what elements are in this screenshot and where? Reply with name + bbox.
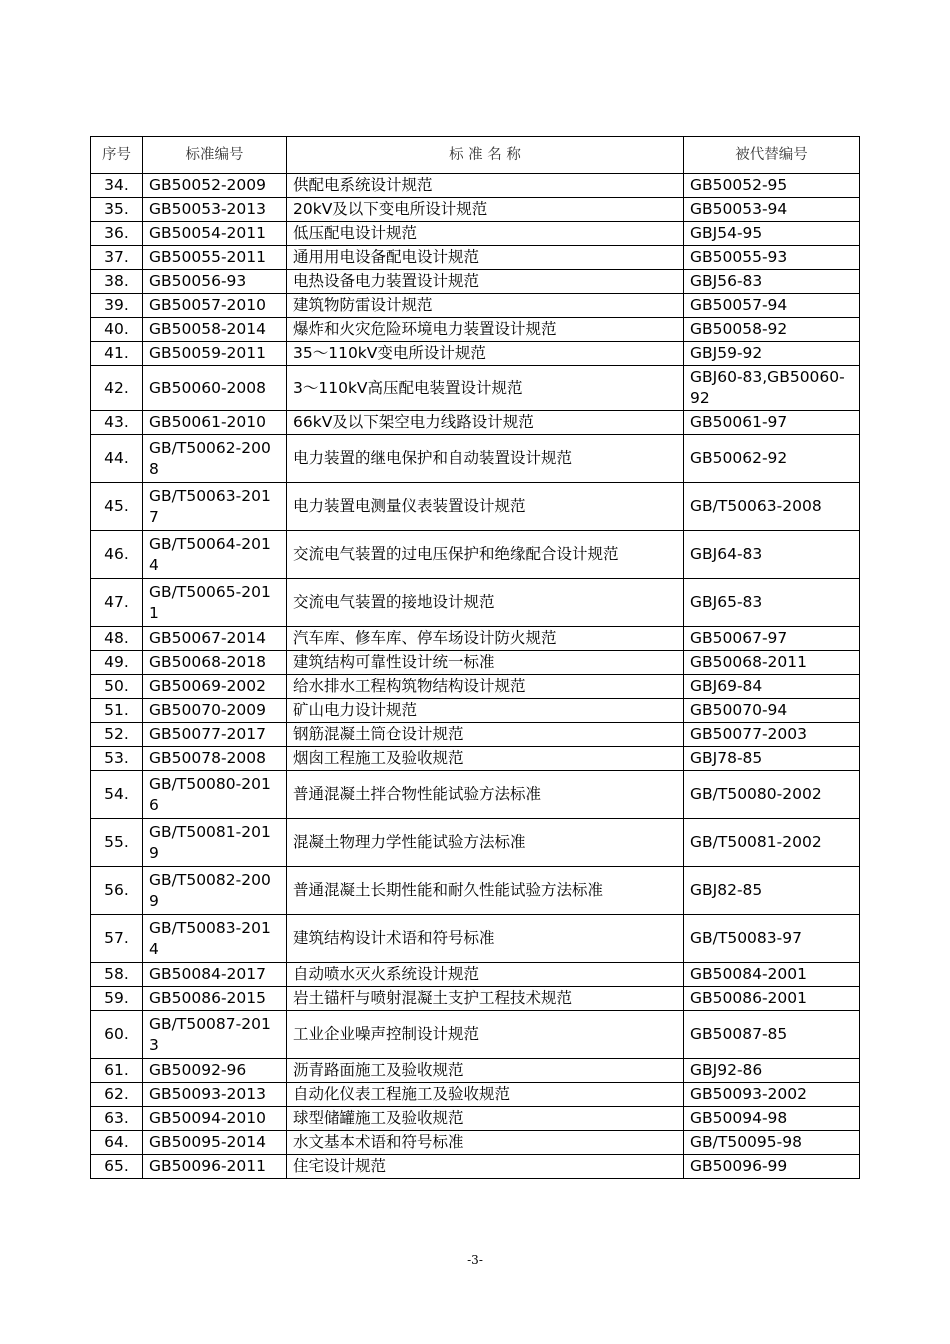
cell-replaced-code: GB50057-94 (684, 294, 860, 318)
cell-serial-no: 51. (91, 699, 143, 723)
cell-standard-name: 交流电气装置的过电压保护和绝缘配合设计规范 (287, 531, 684, 579)
cell-standard-name: 电力装置的继电保护和自动装置设计规范 (287, 435, 684, 483)
cell-standard-code: GB50055-2011 (143, 246, 287, 270)
table-row (91, 318, 860, 342)
cell-serial-no: 55. (91, 819, 143, 867)
cell-serial-no: 62. (91, 1083, 143, 1107)
cell-standard-name: 给水排水工程构筑物结构设计规范 (287, 675, 684, 699)
cell-standard-name: 普通混凝土拌合物性能试验方法标准 (287, 771, 684, 819)
cell-standard-name: 普通混凝土长期性能和耐久性能试验方法标准 (287, 867, 684, 915)
cell-standard-code: GB/T50081-2019 (143, 819, 287, 867)
cell-serial-no: 42. (91, 366, 143, 411)
table-row (91, 723, 860, 747)
cell-standard-code: GB/T50083-2014 (143, 915, 287, 963)
cell-standard-code: GB50061-2010 (143, 411, 287, 435)
cell-standard-code: GB50052-2009 (143, 174, 287, 198)
table-row (91, 627, 860, 651)
cell-serial-no: 63. (91, 1107, 143, 1131)
table-row (91, 366, 860, 411)
cell-standard-code: GB50078-2008 (143, 747, 287, 771)
cell-serial-no: 36. (91, 222, 143, 246)
cell-standard-code: GB50059-2011 (143, 342, 287, 366)
cell-standard-name: 汽车库、修车库、停车场设计防火规范 (287, 627, 684, 651)
cell-serial-no: 45. (91, 483, 143, 531)
header-replaced-code: 被代替编号 (684, 137, 860, 174)
cell-serial-no: 50. (91, 675, 143, 699)
table-row (91, 1107, 860, 1131)
cell-standard-code: GB/T50065-2011 (143, 579, 287, 627)
cell-standard-code: GB50053-2013 (143, 198, 287, 222)
table-row (91, 246, 860, 270)
cell-standard-code: GB50067-2014 (143, 627, 287, 651)
cell-replaced-code: GB/T50080-2002 (684, 771, 860, 819)
cell-replaced-code: GBJ59-92 (684, 342, 860, 366)
cell-standard-name: 35～110kV变电所设计规范 (287, 342, 684, 366)
cell-serial-no: 53. (91, 747, 143, 771)
cell-replaced-code: GBJ78-85 (684, 747, 860, 771)
cell-replaced-code: GB/T50095-98 (684, 1131, 860, 1155)
cell-standard-name: 爆炸和火灾危险环境电力装置设计规范 (287, 318, 684, 342)
cell-standard-code: GB50060-2008 (143, 366, 287, 411)
header-standard-name: 标 准 名 称 (287, 137, 684, 174)
cell-serial-no: 47. (91, 579, 143, 627)
cell-standard-code: GB/T50082-2009 (143, 867, 287, 915)
cell-standard-code: GB50084-2017 (143, 963, 287, 987)
cell-serial-no: 57. (91, 915, 143, 963)
cell-serial-no: 43. (91, 411, 143, 435)
cell-replaced-code: GB50053-94 (684, 198, 860, 222)
cell-replaced-code: GB50061-97 (684, 411, 860, 435)
cell-standard-name: 住宅设计规范 (287, 1155, 684, 1179)
cell-replaced-code: GBJ65-83 (684, 579, 860, 627)
table-row (91, 1155, 860, 1179)
table-row (91, 987, 860, 1011)
cell-replaced-code: GB/T50063-2008 (684, 483, 860, 531)
table-row (91, 222, 860, 246)
cell-serial-no: 60. (91, 1011, 143, 1059)
table-row (91, 1131, 860, 1155)
standards-table (90, 136, 860, 1179)
cell-serial-no: 44. (91, 435, 143, 483)
cell-replaced-code: GB50070-94 (684, 699, 860, 723)
cell-serial-no: 64. (91, 1131, 143, 1155)
table-header-row (91, 137, 860, 174)
cell-standard-name: 建筑结构可靠性设计统一标准 (287, 651, 684, 675)
cell-standard-code: GB50057-2010 (143, 294, 287, 318)
cell-standard-code: GB50069-2002 (143, 675, 287, 699)
cell-standard-code: GB50054-2011 (143, 222, 287, 246)
cell-standard-code: GB50070-2009 (143, 699, 287, 723)
cell-replaced-code: GB50058-92 (684, 318, 860, 342)
cell-replaced-code: GB50096-99 (684, 1155, 860, 1179)
cell-standard-name: 沥青路面施工及验收规范 (287, 1059, 684, 1083)
cell-serial-no: 59. (91, 987, 143, 1011)
cell-replaced-code: GB50052-95 (684, 174, 860, 198)
table-row (91, 819, 860, 867)
cell-serial-no: 61. (91, 1059, 143, 1083)
cell-standard-name: 矿山电力设计规范 (287, 699, 684, 723)
cell-standard-code: GB50095-2014 (143, 1131, 287, 1155)
cell-replaced-code: GB50086-2001 (684, 987, 860, 1011)
table-row (91, 411, 860, 435)
table-row (91, 699, 860, 723)
cell-standard-code: GB50077-2017 (143, 723, 287, 747)
table-body (91, 174, 860, 1179)
cell-standard-code: GB50094-2010 (143, 1107, 287, 1131)
cell-serial-no: 56. (91, 867, 143, 915)
cell-serial-no: 52. (91, 723, 143, 747)
cell-standard-code: GB50086-2015 (143, 987, 287, 1011)
cell-replaced-code: GB/T50083-97 (684, 915, 860, 963)
cell-standard-code: GB/T50063-2017 (143, 483, 287, 531)
table-row (91, 771, 860, 819)
cell-replaced-code: GB50062-92 (684, 435, 860, 483)
cell-standard-name: 建筑结构设计术语和符号标准 (287, 915, 684, 963)
cell-replaced-code: GB50093-2002 (684, 1083, 860, 1107)
table-row (91, 435, 860, 483)
cell-standard-code: GB50096-2011 (143, 1155, 287, 1179)
table-row (91, 963, 860, 987)
cell-replaced-code: GBJ69-84 (684, 675, 860, 699)
cell-standard-name: 烟囱工程施工及验收规范 (287, 747, 684, 771)
cell-serial-no: 34. (91, 174, 143, 198)
cell-standard-code: GB/T50062-2008 (143, 435, 287, 483)
cell-standard-name: 工业企业噪声控制设计规范 (287, 1011, 684, 1059)
cell-standard-name: 低压配电设计规范 (287, 222, 684, 246)
cell-standard-code: GB50093-2013 (143, 1083, 287, 1107)
cell-standard-name: 钢筋混凝土筒仓设计规范 (287, 723, 684, 747)
cell-serial-no: 58. (91, 963, 143, 987)
cell-standard-name: 岩土锚杆与喷射混凝土支护工程技术规范 (287, 987, 684, 1011)
cell-standard-code: GB50056-93 (143, 270, 287, 294)
table-row (91, 294, 860, 318)
cell-replaced-code: GB50055-93 (684, 246, 860, 270)
table-row (91, 651, 860, 675)
cell-replaced-code: GB50067-97 (684, 627, 860, 651)
cell-standard-code: GB/T50087-2013 (143, 1011, 287, 1059)
cell-replaced-code: GB50084-2001 (684, 963, 860, 987)
cell-standard-name: 水文基本术语和符号标准 (287, 1131, 684, 1155)
header-serial-no: 序号 (91, 137, 143, 174)
cell-standard-name: 交流电气装置的接地设计规范 (287, 579, 684, 627)
cell-standard-name: 20kV及以下变电所设计规范 (287, 198, 684, 222)
table-row (91, 1011, 860, 1059)
cell-serial-no: 39. (91, 294, 143, 318)
cell-replaced-code: GBJ56-83 (684, 270, 860, 294)
cell-standard-name: 球型储罐施工及验收规范 (287, 1107, 684, 1131)
cell-serial-no: 37. (91, 246, 143, 270)
header-standard-code: 标准编号 (143, 137, 287, 174)
table-row (91, 342, 860, 366)
page-number: -3- (467, 1253, 483, 1267)
table-row (91, 1059, 860, 1083)
cell-replaced-code: GBJ60-83,GB50060-92 (684, 366, 860, 411)
cell-replaced-code: GBJ54-95 (684, 222, 860, 246)
cell-serial-no: 38. (91, 270, 143, 294)
cell-standard-name: 供配电系统设计规范 (287, 174, 684, 198)
table-row (91, 483, 860, 531)
table-row (91, 867, 860, 915)
cell-replaced-code: GB50094-98 (684, 1107, 860, 1131)
cell-standard-code: GB50092-96 (143, 1059, 287, 1083)
cell-standard-code: GB50068-2018 (143, 651, 287, 675)
cell-replaced-code: GB/T50081-2002 (684, 819, 860, 867)
cell-serial-no: 35. (91, 198, 143, 222)
cell-standard-name: 电力装置电测量仪表装置设计规范 (287, 483, 684, 531)
cell-standard-name: 66kV及以下架空电力线路设计规范 (287, 411, 684, 435)
cell-serial-no: 46. (91, 531, 143, 579)
cell-replaced-code: GB50087-85 (684, 1011, 860, 1059)
cell-serial-no: 48. (91, 627, 143, 651)
cell-standard-code: GB50058-2014 (143, 318, 287, 342)
cell-serial-no: 65. (91, 1155, 143, 1179)
cell-replaced-code: GBJ92-86 (684, 1059, 860, 1083)
cell-serial-no: 54. (91, 771, 143, 819)
cell-standard-code: GB/T50080-2016 (143, 771, 287, 819)
cell-standard-name: 通用用电设备配电设计规范 (287, 246, 684, 270)
cell-standard-code: GB/T50064-2014 (143, 531, 287, 579)
table-row (91, 675, 860, 699)
table-row (91, 531, 860, 579)
cell-standard-name: 电热设备电力装置设计规范 (287, 270, 684, 294)
table-row (91, 579, 860, 627)
cell-standard-name: 自动喷水灭火系统设计规范 (287, 963, 684, 987)
cell-replaced-code: GB50077-2003 (684, 723, 860, 747)
cell-standard-name: 混凝土物理力学性能试验方法标准 (287, 819, 684, 867)
table-row (91, 198, 860, 222)
cell-serial-no: 41. (91, 342, 143, 366)
cell-standard-name: 自动化仪表工程施工及验收规范 (287, 1083, 684, 1107)
cell-replaced-code: GBJ82-85 (684, 867, 860, 915)
cell-serial-no: 40. (91, 318, 143, 342)
table-row (91, 270, 860, 294)
table-row (91, 747, 860, 771)
cell-serial-no: 49. (91, 651, 143, 675)
table-row (91, 1083, 860, 1107)
cell-standard-name: 3～110kV高压配电装置设计规范 (287, 366, 684, 411)
cell-replaced-code: GB50068-2011 (684, 651, 860, 675)
cell-replaced-code: GBJ64-83 (684, 531, 860, 579)
table-row (91, 915, 860, 963)
cell-standard-name: 建筑物防雷设计规范 (287, 294, 684, 318)
table-row (91, 174, 860, 198)
